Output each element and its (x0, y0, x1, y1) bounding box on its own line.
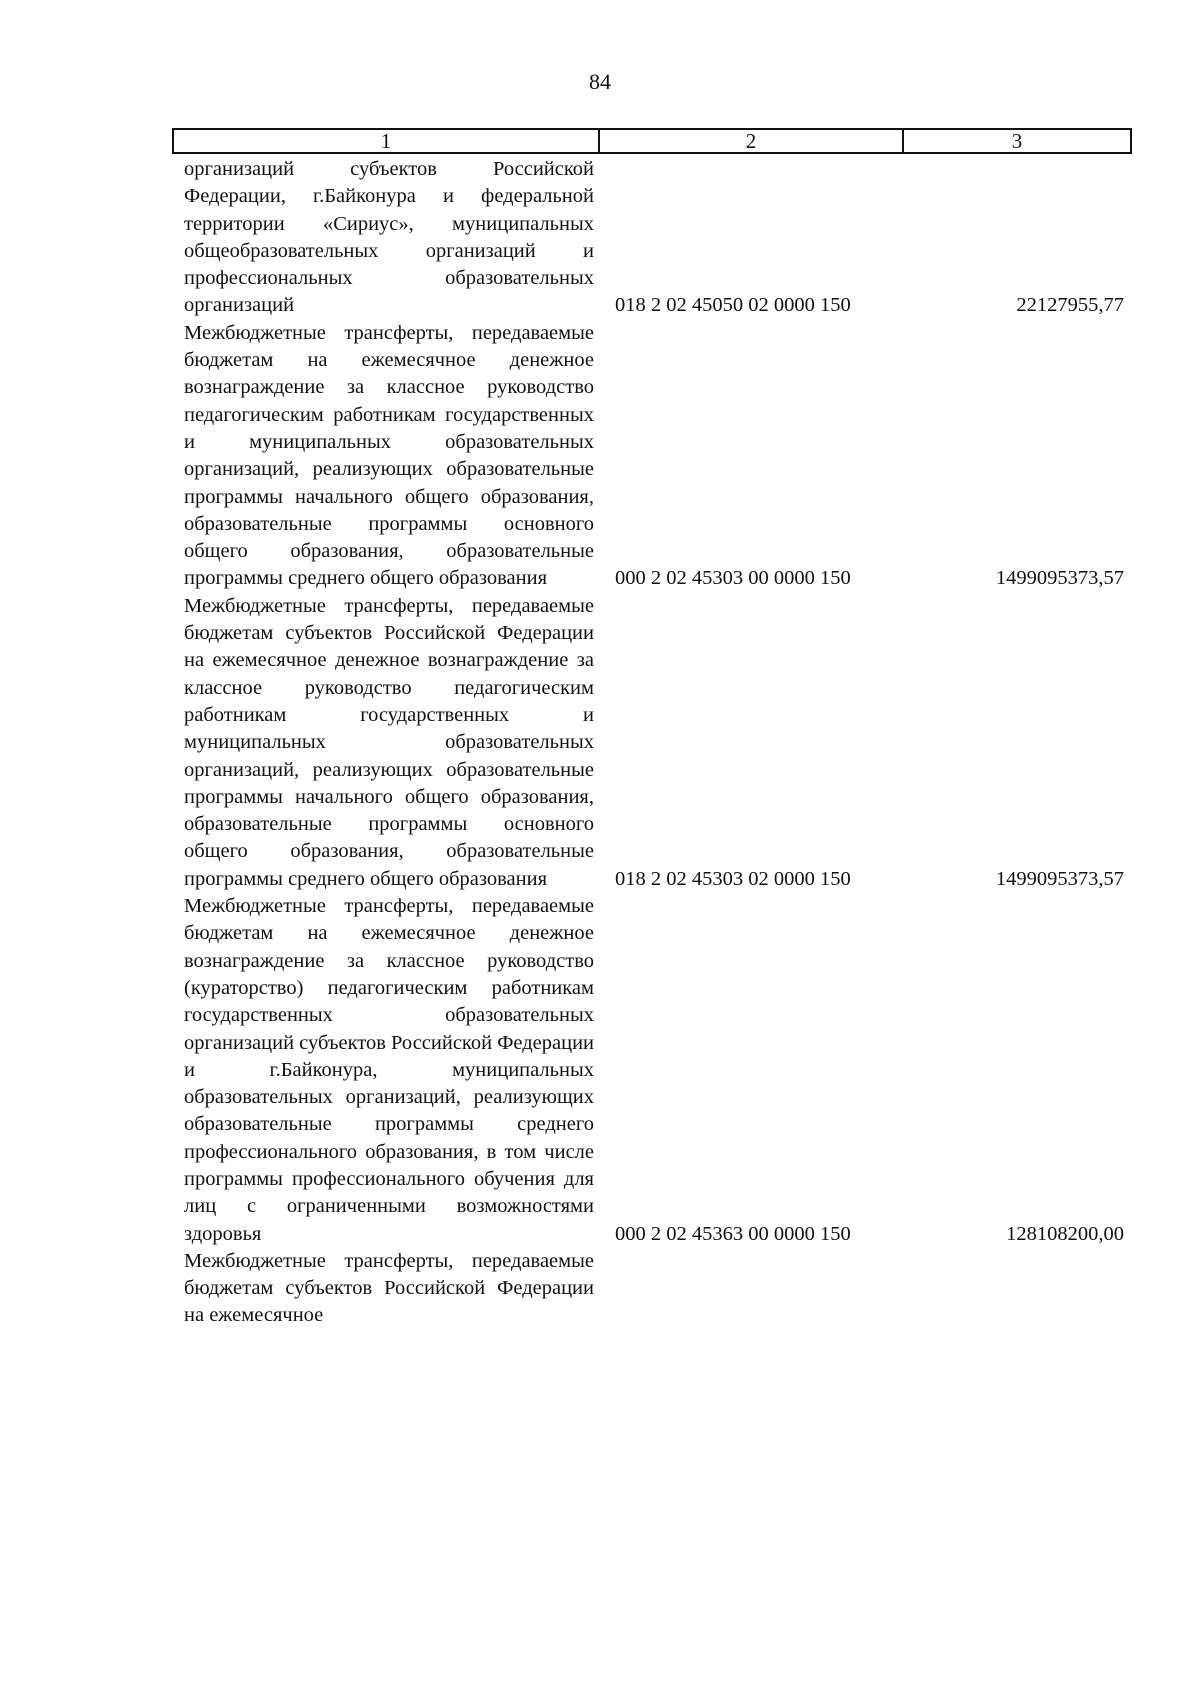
row-description: Межбюджетные трансферты, передаваемые бюджетам на ежемесячное денежное вознаграждение за классное руководство педагогическим работникам государственных и муниципальных образовательных организаций, реализующих образовательные программы начального общего образования, образовательные программы основного общего образования, образовательные программы среднего общего образования (184, 321, 594, 590)
column-header-1: 1 (174, 130, 600, 152)
table-row (184, 1248, 1124, 1330)
table-row (184, 593, 1124, 893)
row-description: Межбюджетные трансферты, передаваемые бюджетам субъектов Российской Федерации на ежемесячное денежное вознаграждение за классное руководство педагогическим работникам государственных и муниципальных образовательных организаций, реализующих образовательные программы начального общего образования, образовательные программы основного общего образования, образовательные программы среднего общего образования (184, 594, 594, 890)
table-body (184, 156, 1124, 1330)
table-row (184, 320, 1124, 593)
row-amount: 128108200,00 (1006, 1222, 1124, 1245)
column-header-2: 2 (600, 130, 904, 152)
table-row (184, 893, 1124, 1248)
row-amount: 1499095373,57 (995, 867, 1124, 890)
row-code: 018 2 02 45303 02 0000 150 (615, 867, 851, 890)
row-code: 000 2 02 45303 00 0000 150 (615, 567, 851, 590)
row-amount: 1499095373,57 (995, 567, 1124, 590)
row-description: Межбюджетные трансферты, передаваемые бюджетам на ежемесячное денежное вознаграждение за классное руководство (кураторство) педагогическим работникам государственных образовательных организаций субъектов Российской Федерации и г.Байконура, муниципальных образовательных организаций, реализующих образовательные программы среднего профессионального образования, в том числе программы профессионального обучения для лиц с ограниченными возможностями здоровья (184, 895, 595, 1245)
row-code: 018 2 02 45050 02 0000 150 (615, 294, 851, 317)
table-header (172, 128, 1132, 154)
column-header-3: 3 (1011, 129, 1023, 153)
page-number: 84 (589, 69, 611, 94)
row-code: 000 2 02 45363 00 0000 150 (615, 1222, 851, 1245)
row-amount: 22127955,77 (1016, 294, 1124, 317)
row-description: организаций субъектов Российской Федерации, г.Байконура и федеральной территории «Сириус», муниципальных общеобразовательных организаций и профессиональных образовательных организаций (184, 158, 594, 317)
row-description: Межбюджетные трансферты, передаваемые бюджетам субъектов Российской Федерации на ежемесячное (184, 1249, 594, 1327)
table-row (184, 156, 1124, 320)
